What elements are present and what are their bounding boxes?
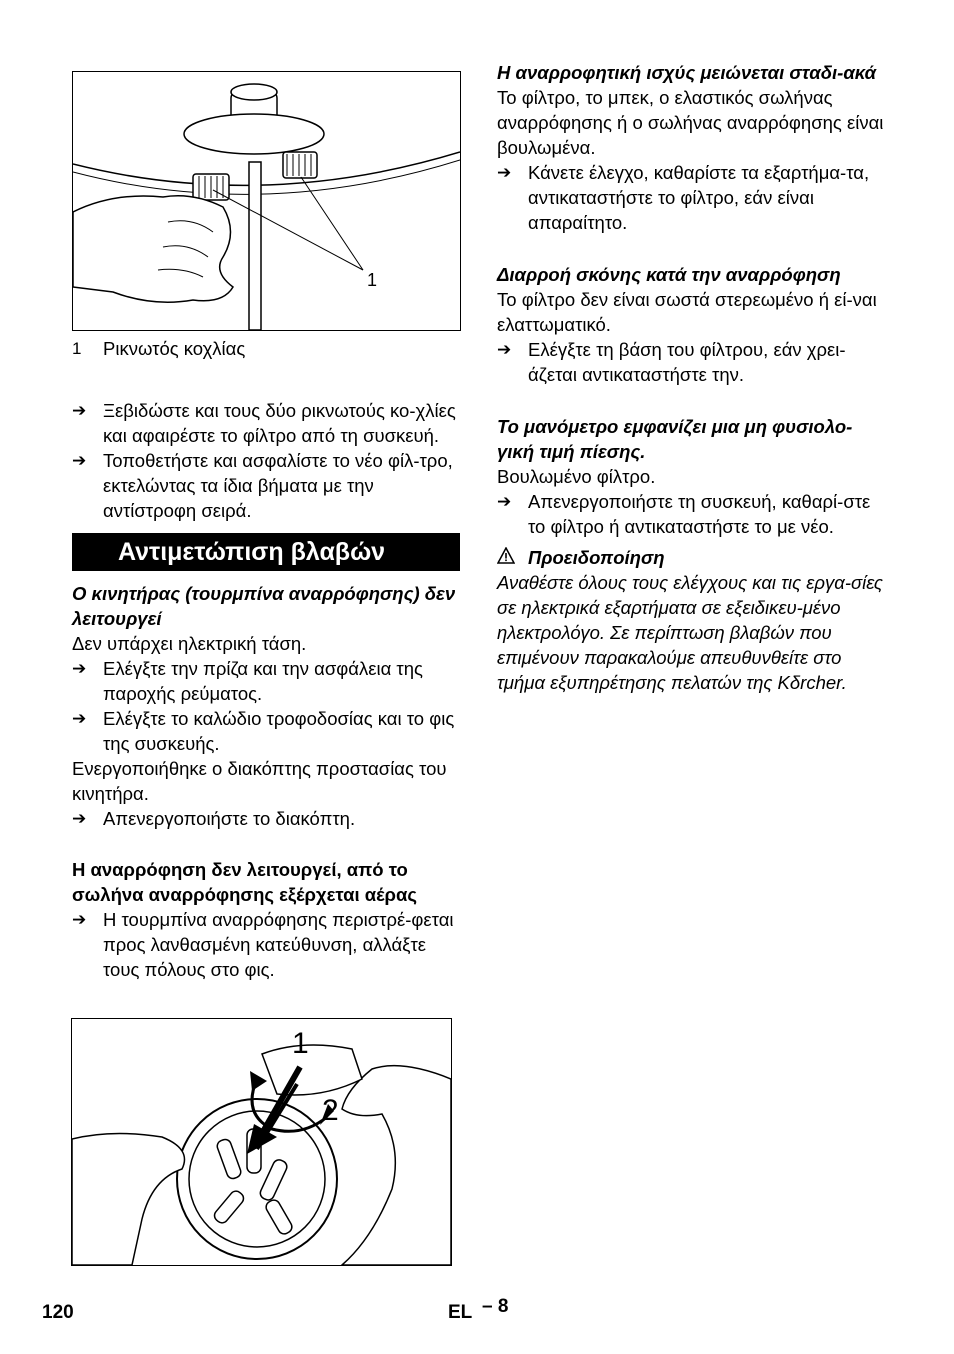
caption-number: 1 <box>72 339 82 358</box>
figure-label-2: 2 <box>322 1094 339 1127</box>
suction-air-heading: Η αναρρόφηση δεν λειτουργεί, από το σωλήνα αναρρόφησης εξέρχεται αέρας <box>72 859 417 905</box>
arrow-right-icon: ➔ <box>497 492 512 511</box>
step-item: ➔ Η τουρμπίνα αναρρόφησης περιστρέ-φεται προς λανθασμένη κατεύθυνση, αλλάξτε τους πόλους στο φις. <box>72 909 454 980</box>
callout-label: 1 <box>367 270 378 290</box>
step-item: ➔ Κάνετε έλεγχο, καθαρίστε τα εξαρτήμα-τα, αντικαταστήστε το φίλτρο, εάν είναι απαραίτητο. <box>497 162 870 233</box>
motor-heading: Ο κινητήρας (τουρμπίνα αναρρόφησης) δεν λειτουργεί <box>72 583 456 629</box>
step-item: ➔ Ελέγξτε τη βάση του φίλτρου, εάν χρει-άζεται αντικαταστήστε την. <box>497 339 846 385</box>
warning-heading <box>497 545 889 570</box>
warning-title: Προειδοποίηση <box>528 547 665 568</box>
motor-cause-2: Ενεργοποιήθηκε ο διακόπτης προστασίας του κινητήρα. <box>72 758 447 804</box>
figure-label-1: 1 <box>292 1027 309 1060</box>
language-code: EL <box>448 1302 473 1323</box>
dust-leak-heading: Διαρροή σκόνης κατά την αναρρόφηση <box>497 264 841 285</box>
step-item: ➔ Ξεβιδώστε και τους δύο ρικνωτούς κο-χλίες και αφαιρέστε το φίλτρο από τη συσκευή. <box>72 400 456 446</box>
arrow-right-icon: ➔ <box>497 340 512 359</box>
plug-pole-illustration <box>71 1018 452 1266</box>
arrow-right-icon: ➔ <box>72 910 87 929</box>
section-title: Αντιμετώπιση βλαβών <box>72 533 460 571</box>
arrow-right-icon: ➔ <box>72 451 87 470</box>
suction-power-cause: Το φίλτρο, το μπεκ, ο ελαστικός σωλήνας αναρρόφησης ή ο σωλήνας αναρρόφησης είναι βουλωμένα. <box>497 87 884 158</box>
filter-nuts-drawing <box>73 72 460 330</box>
motor-cause-1: Δεν υπάρχει ηλεκτρική τάση. <box>72 633 307 654</box>
arrow-right-icon: ➔ <box>497 163 512 182</box>
step-item: ➔ Τοποθετήστε και ασφαλίστε το νέο φίλ-τρο, εκτελώντας τα ίδια βήματα με την αντίστροφη σειρά. <box>72 450 453 521</box>
page-number: 120 <box>42 1302 74 1323</box>
section-page: – 8 <box>482 1296 509 1317</box>
right-column <box>497 60 889 695</box>
plug-pole-drawing <box>72 1019 451 1265</box>
manometer-cause: Βουλωμένο φίλτρο. <box>497 466 656 487</box>
filter-nuts-illustration <box>72 71 461 331</box>
step-item: ➔ Ελέγξτε το καλώδιο τροφοδοσίας και το φις της συσκευής. <box>72 708 455 754</box>
dust-leak-cause: Το φίλτρο δεν είναι σωστά στερεωμένο ή εί-ναι ελαττωματικό. <box>497 289 877 335</box>
figure-caption <box>72 336 460 361</box>
left-column <box>72 336 460 982</box>
caption-text: Ρικνωτός κοχλίας <box>103 338 246 359</box>
arrow-right-icon: ➔ <box>72 401 87 420</box>
warning-triangle-icon <box>497 545 528 570</box>
warning-text: Αναθέστε όλους τους ελέγχους και τις εργα-σίες σε ηλεκτρικά εξαρτήματα σε εξειδικευ-μένο ηλεκτρολόγο. Σε περίπτωση βλαβών που επιμένουν παρακαλούμε απευθυνθείτε στο τμήμα εξυπηρέτησης πελατών της Kδrcher. <box>497 572 883 693</box>
step-item: ➔ Απενεργοποιήστε τη συσκευή, καθαρί-στε το φίλτρο ή αντικαταστήστε το με νέο. <box>497 491 871 537</box>
arrow-right-icon: ➔ <box>72 659 87 678</box>
suction-power-heading: Η αναρροφητική ισχύς μειώνεται σταδι-ακά <box>497 62 877 83</box>
arrow-right-icon: ➔ <box>72 809 87 828</box>
arrow-right-icon: ➔ <box>72 709 87 728</box>
step-item: ➔ Απενεργοποιήστε το διακόπτη. <box>72 808 356 829</box>
step-item: ➔ Ελέγξτε την πρίζα και την ασφάλεια της παροχής ρεύματος. <box>72 658 423 704</box>
manometer-heading: Το μανόμετρο εμφανίζει μια μη φυσιολο-γική τιμή πίεσης. <box>497 416 853 462</box>
